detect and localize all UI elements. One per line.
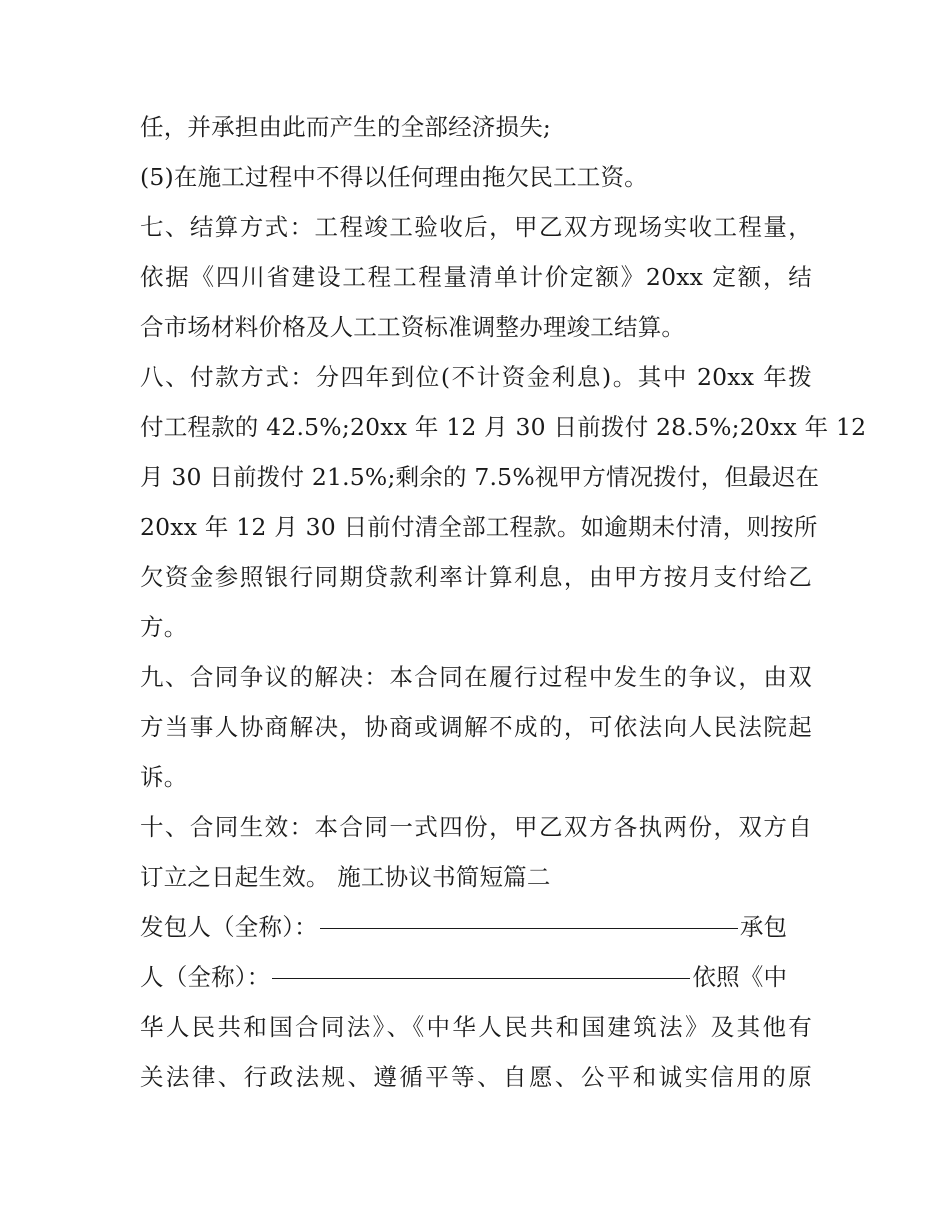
text-line: 十、合同生效：本合同一式四份，甲乙双方各执两份，双方自 — [140, 813, 812, 841]
contractor-line — [140, 961, 812, 993]
employer-line-tail: 承包 — [739, 913, 788, 941]
employer-name-blank — [320, 928, 738, 930]
text-line: 方当事人协商解决，协商或调解不成的，可依法向人民法院起 — [140, 713, 812, 741]
text-line: 付工程款的 42.5%;20xx 年 12 月 30 日前拨付 28.5%;20xx 年 12 — [140, 413, 867, 441]
text-line: 订立之日起生效。 施工协议书简短篇二 — [140, 863, 551, 891]
contractor-line-tail: 依照《中 — [692, 963, 788, 991]
text-line: 八、付款方式：分四年到位(不计资金利息)。其中 20xx 年拨 — [140, 363, 812, 391]
text-line: 华人民共和国合同法》、《中华人民共和国建筑法》及其他有 — [140, 1013, 812, 1041]
text-line: 任，并承担由此而产生的全部经济损失; — [140, 113, 552, 141]
contractor-label: 人（全称）： — [140, 963, 271, 991]
text-line: 七、结算方式：工程竣工验收后，甲乙双方现场实收工程量， — [140, 213, 812, 241]
text-line: 合市场材料价格及人工工资标准调整办理竣工结算。 — [140, 313, 686, 341]
employer-line — [140, 911, 812, 943]
text-line: 依据《四川省建设工程工程量清单计价定额》20xx 定额，结 — [140, 263, 812, 291]
text-line: 九、合同争议的解决：本合同在履行过程中发生的争议，由双 — [140, 663, 812, 691]
text-line: 关法律、行政法规、遵循平等、自愿、公平和诚实信用的原 — [140, 1063, 812, 1091]
text-line: 诉。 — [140, 763, 188, 791]
text-line: (5)在施工过程中不得以任何理由拖欠民工工资。 — [140, 163, 648, 191]
contractor-name-blank — [272, 978, 690, 980]
text-line: 20xx 年 12 月 30 日前付清全部工程款。如逾期未付清，则按所 — [140, 513, 818, 541]
employer-label: 发包人（全称）： — [140, 913, 318, 941]
text-line: 欠资金参照银行同期贷款利率计算利息，由甲方按月支付给乙 — [140, 563, 812, 591]
text-line: 月 30 日前拨付 21.5%;剩余的 7.5%视甲方情况拨付，但最迟在 — [140, 463, 820, 491]
text-line: 方。 — [140, 613, 188, 641]
